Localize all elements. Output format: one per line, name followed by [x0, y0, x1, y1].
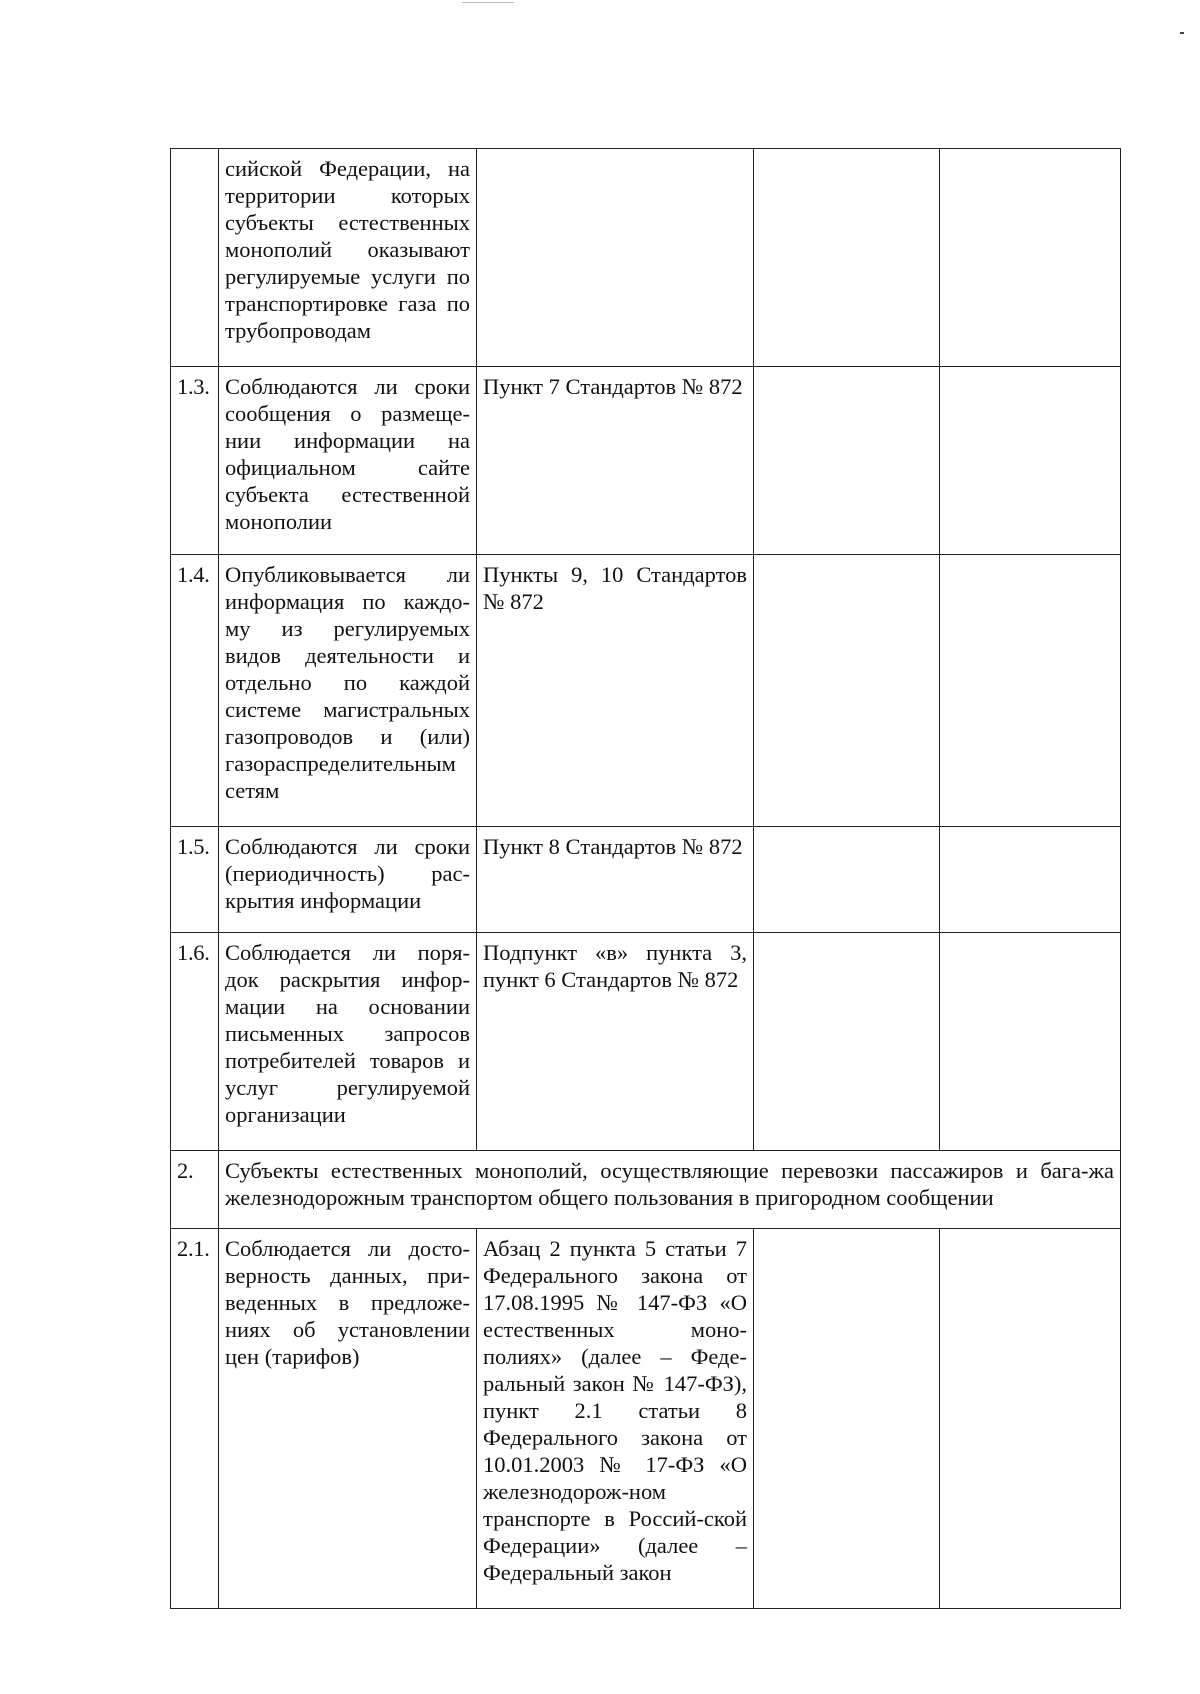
empty-cell	[754, 555, 940, 827]
question-cell: Соблюдается ли досто-верность данных, при-веденных в предложе-ниях об установлении цен (тарифов)	[219, 1229, 477, 1609]
item-number: 1.6.	[171, 933, 219, 1151]
item-number: 1.4.	[171, 555, 219, 827]
table-row	[171, 367, 1121, 555]
table-row	[171, 827, 1121, 933]
legal-basis-cell: Абзац 2 пункта 5 статьи 7 Федерального закона от 17.08.1995 № 147-ФЗ «О естественных моно-полиях» (далее – Феде-ральный закон № 147-ФЗ), пункт 2.1 статьи 8 Федерального закона от 10.01.2003 № 17-ФЗ «О железнодорож-ном транспорте в Россий-ской Федерации» (далее – Федеральный закон	[477, 1229, 754, 1609]
section-number: 2.	[171, 1151, 219, 1229]
inspection-table	[170, 148, 1121, 1609]
legal-basis-cell: Пункт 8 Стандартов № 872	[477, 827, 754, 933]
empty-cell	[940, 827, 1121, 933]
question-cell: Опубликовывается ли информация по каждо-му из регулируемых видов деятельности и отдельно по каждой системе магистральных газопроводов и (или) газораспределительным сетям	[219, 555, 477, 827]
item-number: 2.1.	[171, 1229, 219, 1609]
empty-cell	[940, 555, 1121, 827]
empty-cell	[940, 367, 1121, 555]
question-cell: Соблюдаются ли сроки (периодичность) рас-крытия информации	[219, 827, 477, 933]
item-number	[171, 149, 219, 367]
section-title: Субъекты естественных монополий, осуществляющие перевозки пассажиров и бага-жа железнодорожным транспортом общего пользования в пригородном сообщении	[219, 1151, 1121, 1229]
item-number: 1.5.	[171, 827, 219, 933]
empty-cell	[754, 149, 940, 367]
item-number: 1.3.	[171, 367, 219, 555]
legal-basis-cell: Пункты 9, 10 Стандартов № 872	[477, 555, 754, 827]
empty-cell	[754, 1229, 940, 1609]
scan-artifact-mark	[1180, 32, 1184, 34]
table-row	[171, 1229, 1121, 1609]
table-row	[171, 149, 1121, 367]
section-row	[171, 1151, 1121, 1229]
question-cell: Соблюдается ли поря-док раскрытия инфор-мации на основании письменных запросов потребителей товаров и услуг регулируемой организации	[219, 933, 477, 1151]
table-row	[171, 933, 1121, 1151]
empty-cell	[940, 1229, 1121, 1609]
scan-artifact-line	[462, 2, 514, 3]
empty-cell	[754, 367, 940, 555]
table-row	[171, 555, 1121, 827]
empty-cell	[940, 933, 1121, 1151]
question-cell: сийской Федерации, на территории которых субъекты естественных монополий оказывают регулируемые услуги по транспортировке газа по трубопроводам	[219, 149, 477, 367]
legal-basis-cell	[477, 149, 754, 367]
empty-cell	[754, 933, 940, 1151]
question-cell: Соблюдаются ли сроки сообщения о размеще-нии информации на официальном сайте субъекта естественной монополии	[219, 367, 477, 555]
empty-cell	[754, 827, 940, 933]
legal-basis-cell: Подпункт «в» пункта 3, пункт 6 Стандартов № 872	[477, 933, 754, 1151]
empty-cell	[940, 149, 1121, 367]
legal-basis-cell: Пункт 7 Стандартов № 872	[477, 367, 754, 555]
